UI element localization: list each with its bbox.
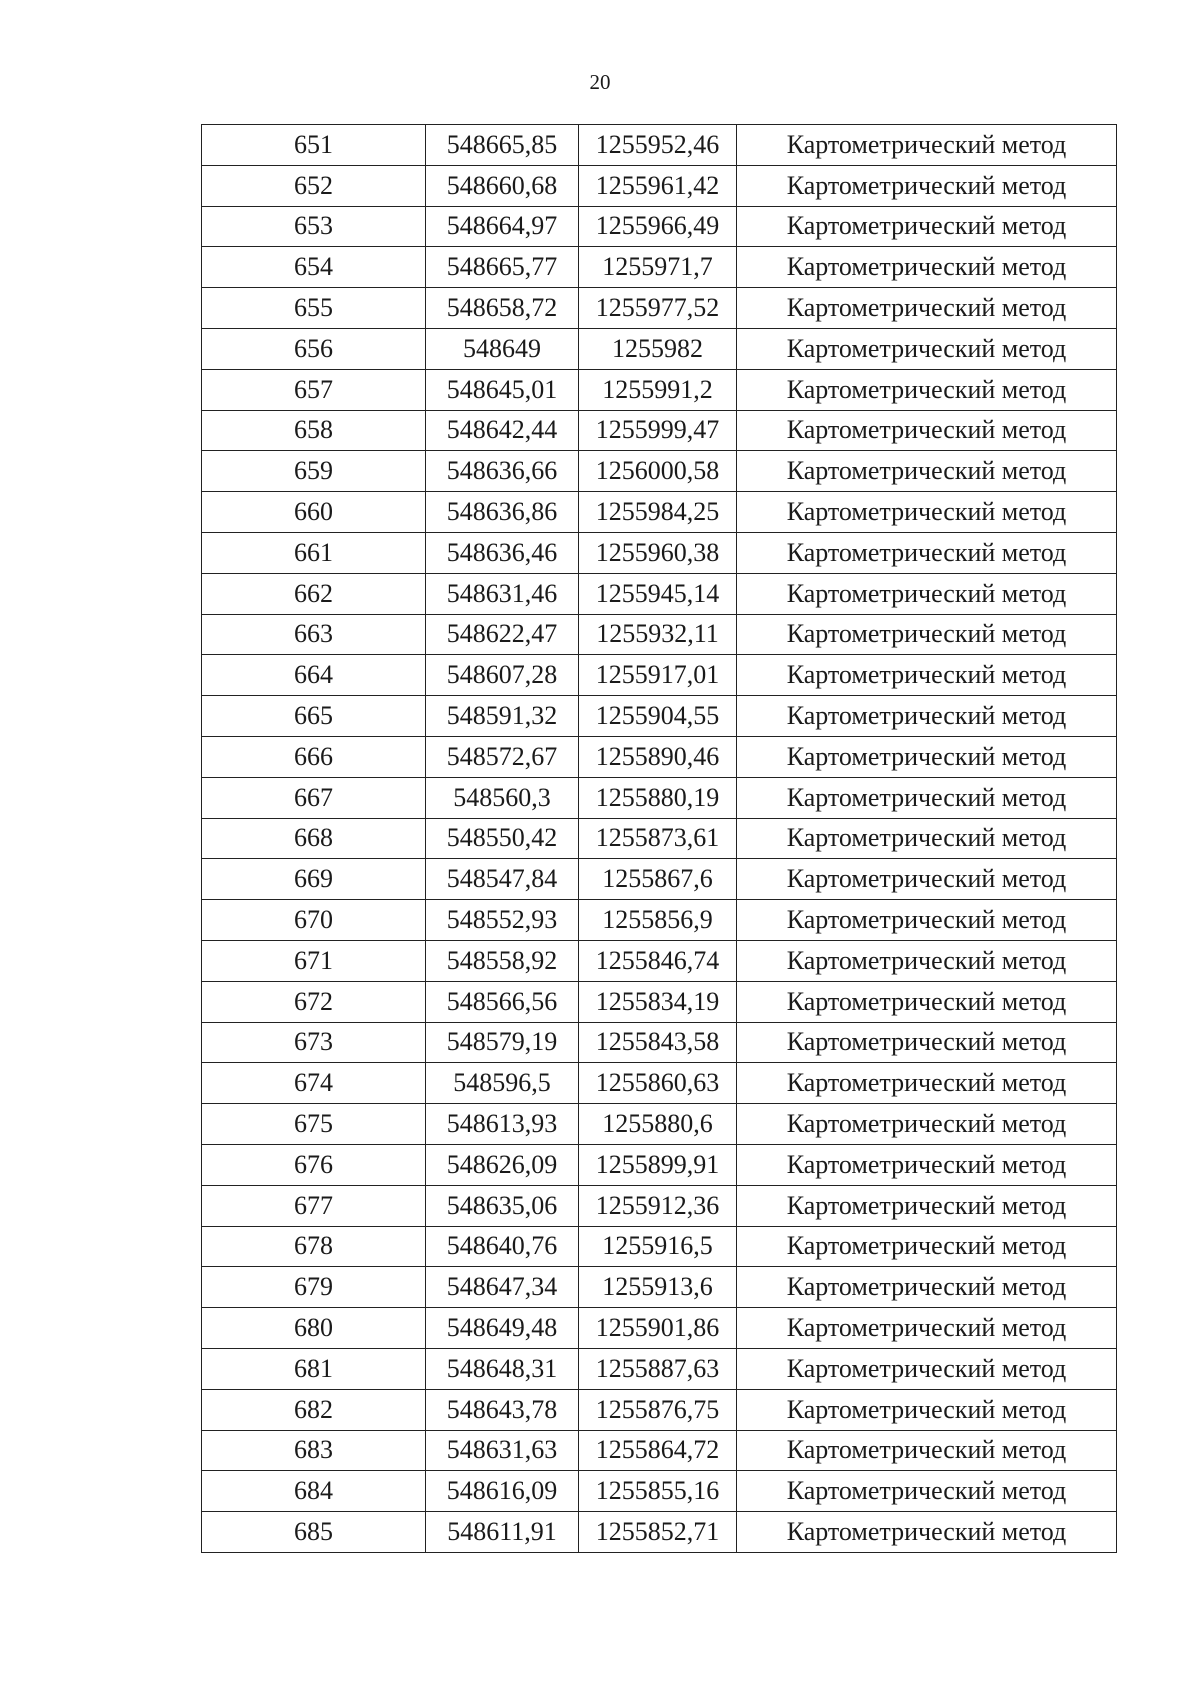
method-cell: Картометрический метод [737,859,1117,900]
point-number-cell: 660 [202,492,426,533]
table-row [202,777,1117,818]
method-cell: Картометрический метод [737,1471,1117,1512]
point-number-cell: 665 [202,696,426,737]
x-coordinate-cell: 548664,97 [426,206,579,247]
point-number-cell: 656 [202,328,426,369]
y-coordinate-cell: 1255966,49 [579,206,737,247]
table-row [202,1185,1117,1226]
page-number: 20 [589,70,611,94]
method-cell: Картометрический метод [737,1267,1117,1308]
x-coordinate-cell: 548648,31 [426,1348,579,1389]
y-coordinate-cell: 1255901,86 [579,1308,737,1349]
method-cell: Картометрический метод [737,1512,1117,1553]
x-coordinate-cell: 548647,34 [426,1267,579,1308]
y-coordinate-cell: 1255846,74 [579,940,737,981]
method-cell: Картометрический метод [737,165,1117,206]
method-cell: Картометрический метод [737,736,1117,777]
table-row [202,165,1117,206]
point-number-cell: 666 [202,736,426,777]
y-coordinate-cell: 1255834,19 [579,981,737,1022]
x-coordinate-cell: 548658,72 [426,288,579,329]
table-row [202,573,1117,614]
table-row [202,125,1117,166]
y-coordinate-cell: 1255913,6 [579,1267,737,1308]
x-coordinate-cell: 548596,5 [426,1063,579,1104]
x-coordinate-cell: 548579,19 [426,1022,579,1063]
point-number-cell: 683 [202,1430,426,1471]
y-coordinate-cell: 1255916,5 [579,1226,737,1267]
x-coordinate-cell: 548550,42 [426,818,579,859]
x-coordinate-cell: 548665,77 [426,247,579,288]
y-coordinate-cell: 1255890,46 [579,736,737,777]
point-number-cell: 676 [202,1144,426,1185]
method-cell: Картометрический метод [737,451,1117,492]
point-number-cell: 659 [202,451,426,492]
y-coordinate-cell: 1255887,63 [579,1348,737,1389]
point-number-cell: 677 [202,1185,426,1226]
point-number-cell: 655 [202,288,426,329]
x-coordinate-cell: 548547,84 [426,859,579,900]
table-row [202,451,1117,492]
point-number-cell: 661 [202,532,426,573]
method-cell: Картометрический метод [737,410,1117,451]
point-number-cell: 675 [202,1104,426,1145]
table-row [202,328,1117,369]
x-coordinate-cell: 548572,67 [426,736,579,777]
point-number-cell: 673 [202,1022,426,1063]
method-cell: Картометрический метод [737,900,1117,941]
point-number-cell: 674 [202,1063,426,1104]
table-row [202,247,1117,288]
point-number-cell: 679 [202,1267,426,1308]
x-coordinate-cell: 548626,09 [426,1144,579,1185]
point-number-cell: 652 [202,165,426,206]
y-coordinate-cell: 1255867,6 [579,859,737,900]
y-coordinate-cell: 1255860,63 [579,1063,737,1104]
point-number-cell: 653 [202,206,426,247]
table-row [202,1348,1117,1389]
y-coordinate-cell: 1255960,38 [579,532,737,573]
point-number-cell: 680 [202,1308,426,1349]
x-coordinate-cell: 548558,92 [426,940,579,981]
y-coordinate-cell: 1255880,6 [579,1104,737,1145]
point-number-cell: 663 [202,614,426,655]
table-row [202,696,1117,737]
method-cell: Картометрический метод [737,940,1117,981]
y-coordinate-cell: 1255843,58 [579,1022,737,1063]
table-row [202,981,1117,1022]
table-row [202,900,1117,941]
table-row [202,655,1117,696]
table-row [202,1022,1117,1063]
table-row [202,1389,1117,1430]
table-row [202,818,1117,859]
x-coordinate-cell: 548607,28 [426,655,579,696]
method-cell: Картометрический метод [737,1185,1117,1226]
table-row [202,492,1117,533]
method-cell: Картометрический метод [737,818,1117,859]
method-cell: Картометрический метод [737,655,1117,696]
y-coordinate-cell: 1255904,55 [579,696,737,737]
y-coordinate-cell: 1255999,47 [579,410,737,451]
table-row [202,940,1117,981]
point-number-cell: 685 [202,1512,426,1553]
method-cell: Картометрический метод [737,1144,1117,1185]
x-coordinate-cell: 548636,46 [426,532,579,573]
point-number-cell: 681 [202,1348,426,1389]
x-coordinate-cell: 548645,01 [426,369,579,410]
x-coordinate-cell: 548636,86 [426,492,579,533]
x-coordinate-cell: 548616,09 [426,1471,579,1512]
method-cell: Картометрический метод [737,369,1117,410]
y-coordinate-cell: 1255855,16 [579,1471,737,1512]
table-row [202,1063,1117,1104]
y-coordinate-cell: 1256000,58 [579,451,737,492]
x-coordinate-cell: 548640,76 [426,1226,579,1267]
method-cell: Картометрический метод [737,777,1117,818]
method-cell: Картометрический метод [737,1063,1117,1104]
method-cell: Картометрический метод [737,206,1117,247]
table-row [202,736,1117,777]
method-cell: Картометрический метод [737,288,1117,329]
table-row [202,206,1117,247]
point-number-cell: 670 [202,900,426,941]
point-number-cell: 669 [202,859,426,900]
x-coordinate-cell: 548636,66 [426,451,579,492]
x-coordinate-cell: 548643,78 [426,1389,579,1430]
x-coordinate-cell: 548649 [426,328,579,369]
table-row [202,614,1117,655]
table-row [202,532,1117,573]
y-coordinate-cell: 1255977,52 [579,288,737,329]
point-number-cell: 651 [202,125,426,166]
x-coordinate-cell: 548635,06 [426,1185,579,1226]
y-coordinate-cell: 1255971,7 [579,247,737,288]
x-coordinate-cell: 548631,63 [426,1430,579,1471]
table-row [202,1104,1117,1145]
coordinates-table-body [202,125,1117,1553]
table-row [202,859,1117,900]
method-cell: Картометрический метод [737,1022,1117,1063]
x-coordinate-cell: 548552,93 [426,900,579,941]
x-coordinate-cell: 548660,68 [426,165,579,206]
y-coordinate-cell: 1255876,75 [579,1389,737,1430]
y-coordinate-cell: 1255856,9 [579,900,737,941]
x-coordinate-cell: 548622,47 [426,614,579,655]
x-coordinate-cell: 548642,44 [426,410,579,451]
table-row [202,1471,1117,1512]
x-coordinate-cell: 548613,93 [426,1104,579,1145]
y-coordinate-cell: 1255899,91 [579,1144,737,1185]
y-coordinate-cell: 1255880,19 [579,777,737,818]
table-row [202,1144,1117,1185]
table-row [202,369,1117,410]
table-row [202,1226,1117,1267]
y-coordinate-cell: 1255984,25 [579,492,737,533]
x-coordinate-cell: 548649,48 [426,1308,579,1349]
y-coordinate-cell: 1255912,36 [579,1185,737,1226]
method-cell: Картометрический метод [737,492,1117,533]
table-row [202,1430,1117,1471]
method-cell: Картометрический метод [737,1389,1117,1430]
y-coordinate-cell: 1255852,71 [579,1512,737,1553]
method-cell: Картометрический метод [737,696,1117,737]
y-coordinate-cell: 1255961,42 [579,165,737,206]
point-number-cell: 672 [202,981,426,1022]
point-number-cell: 671 [202,940,426,981]
method-cell: Картометрический метод [737,1430,1117,1471]
method-cell: Картометрический метод [737,981,1117,1022]
y-coordinate-cell: 1255991,2 [579,369,737,410]
table-row [202,1267,1117,1308]
y-coordinate-cell: 1255945,14 [579,573,737,614]
point-number-cell: 684 [202,1471,426,1512]
method-cell: Картометрический метод [737,532,1117,573]
method-cell: Картометрический метод [737,1104,1117,1145]
point-number-cell: 654 [202,247,426,288]
y-coordinate-cell: 1255864,72 [579,1430,737,1471]
y-coordinate-cell: 1255873,61 [579,818,737,859]
y-coordinate-cell: 1255952,46 [579,125,737,166]
point-number-cell: 667 [202,777,426,818]
x-coordinate-cell: 548665,85 [426,125,579,166]
point-number-cell: 678 [202,1226,426,1267]
x-coordinate-cell: 548611,91 [426,1512,579,1553]
method-cell: Картометрический метод [737,1308,1117,1349]
point-number-cell: 668 [202,818,426,859]
table-row [202,1308,1117,1349]
x-coordinate-cell: 548631,46 [426,573,579,614]
y-coordinate-cell: 1255917,01 [579,655,737,696]
method-cell: Картометрический метод [737,1226,1117,1267]
table-row [202,1512,1117,1553]
y-coordinate-cell: 1255982 [579,328,737,369]
method-cell: Картометрический метод [737,247,1117,288]
table-row [202,288,1117,329]
y-coordinate-cell: 1255932,11 [579,614,737,655]
x-coordinate-cell: 548560,3 [426,777,579,818]
method-cell: Картометрический метод [737,573,1117,614]
point-number-cell: 662 [202,573,426,614]
method-cell: Картометрический метод [737,614,1117,655]
point-number-cell: 682 [202,1389,426,1430]
coordinates-table [201,124,1117,1553]
method-cell: Картометрический метод [737,328,1117,369]
point-number-cell: 657 [202,369,426,410]
x-coordinate-cell: 548591,32 [426,696,579,737]
method-cell: Картометрический метод [737,125,1117,166]
point-number-cell: 664 [202,655,426,696]
point-number-cell: 658 [202,410,426,451]
table-row [202,410,1117,451]
x-coordinate-cell: 548566,56 [426,981,579,1022]
method-cell: Картометрический метод [737,1348,1117,1389]
